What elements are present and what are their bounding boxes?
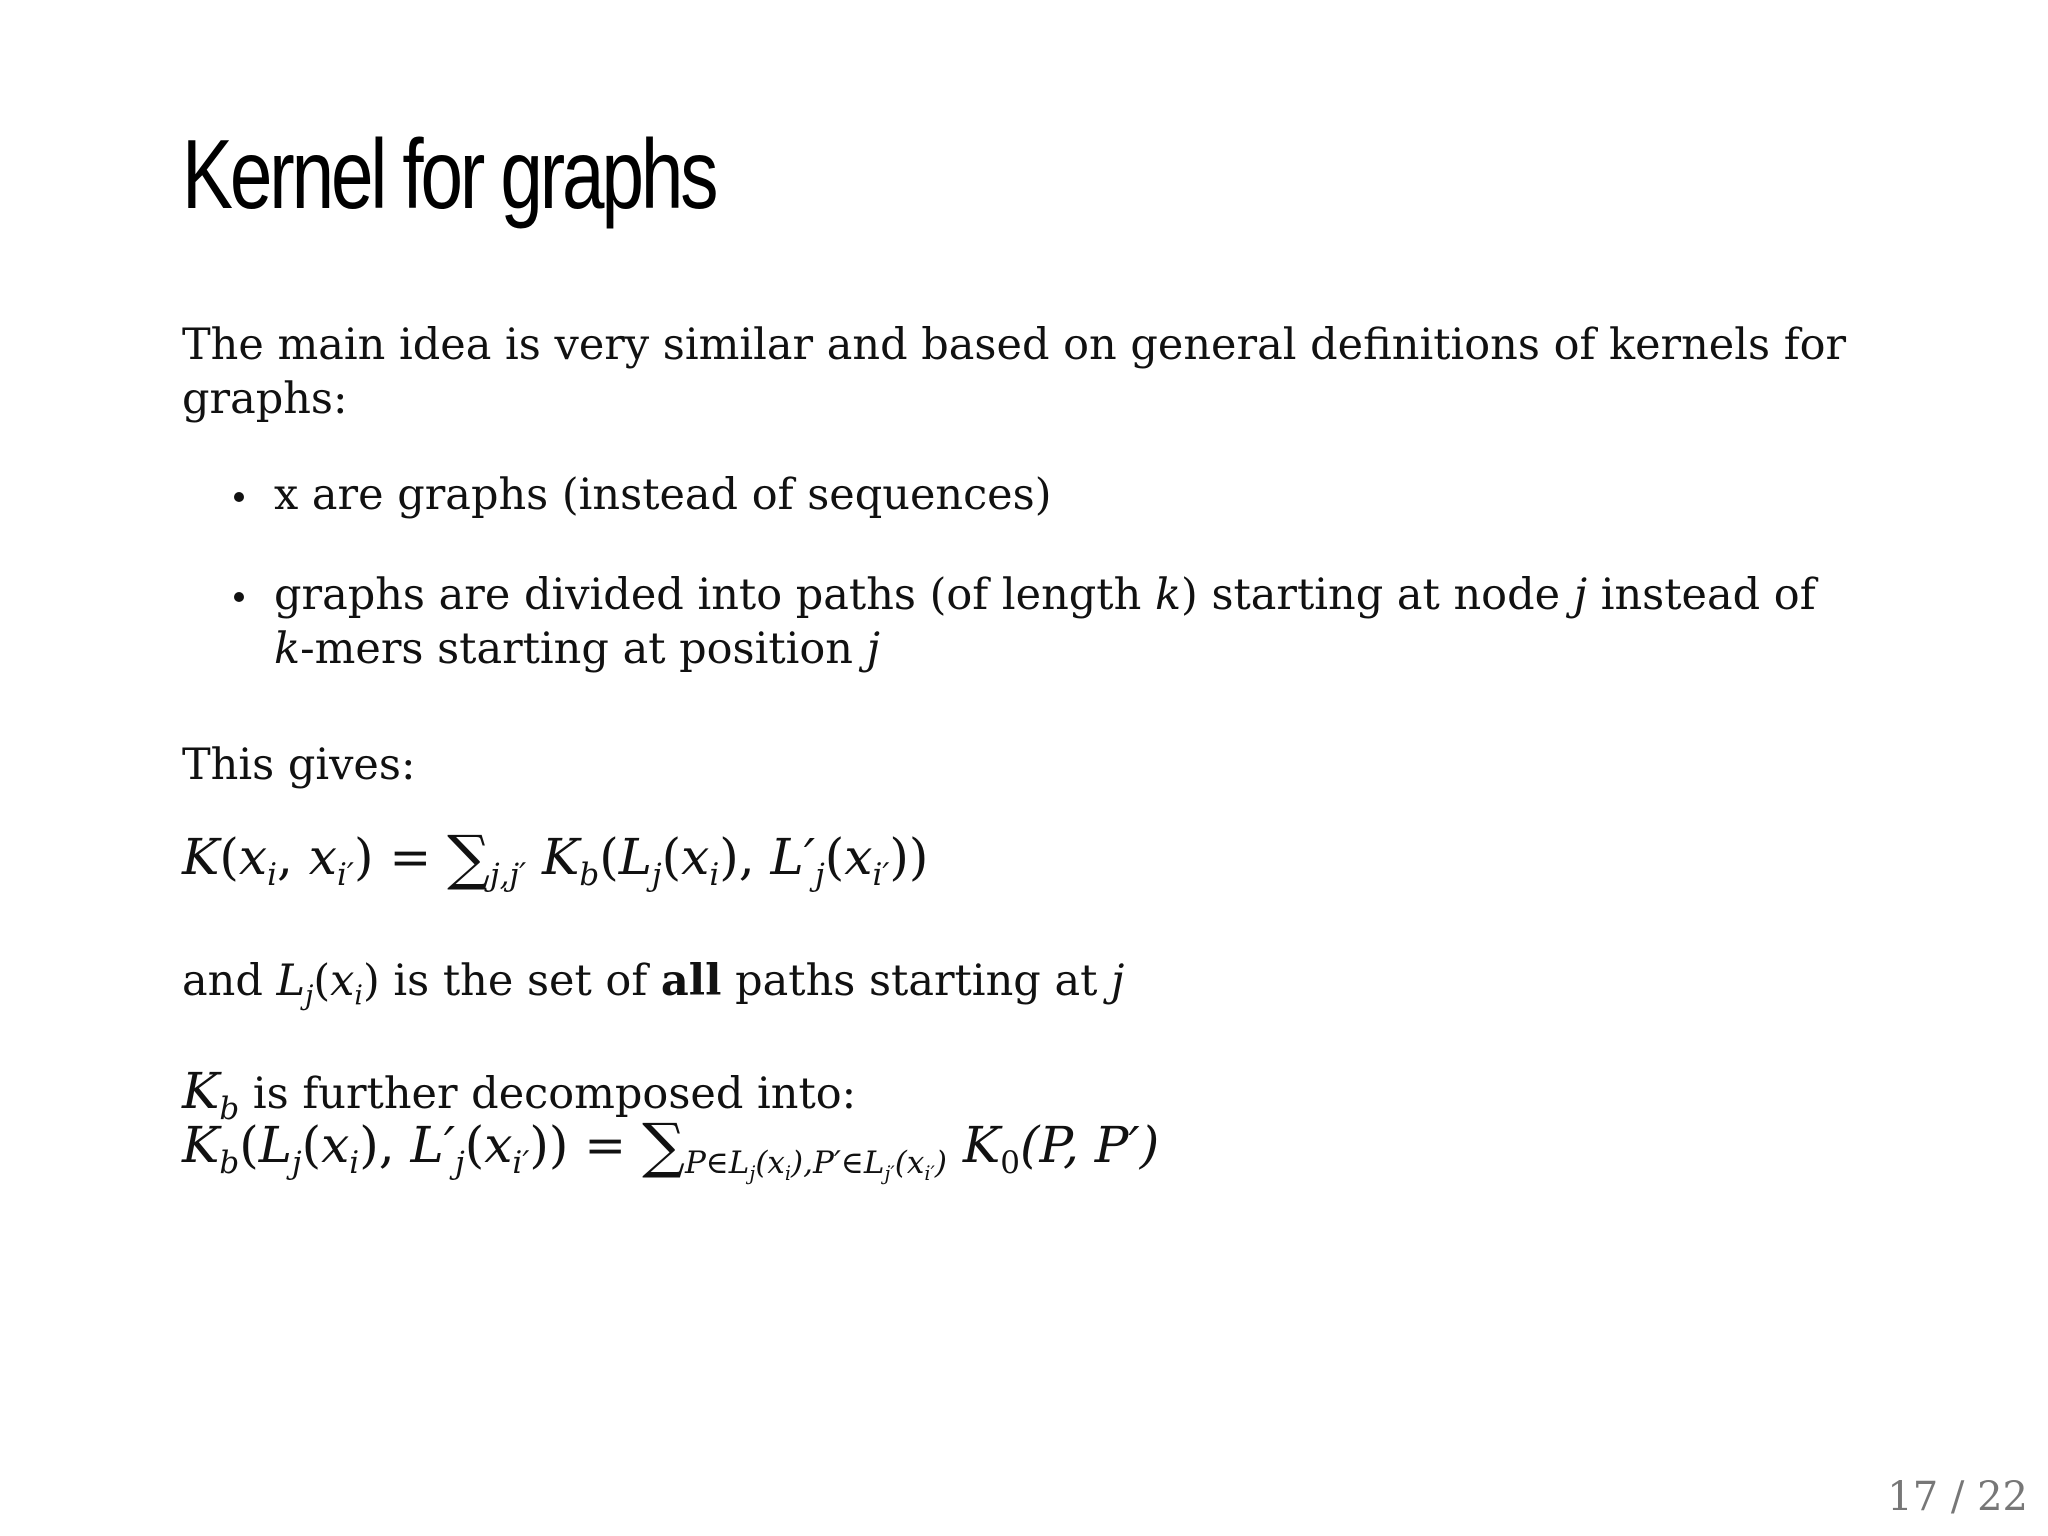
bullet-text: -mers starting at position xyxy=(300,624,867,674)
kb-decomposition-paragraph: $K_b$ is further decomposed into: xyxy=(182,1062,857,1127)
math-j: j xyxy=(866,624,881,674)
sum-symbol: ∑ xyxy=(447,823,491,893)
bullet-item-paths xyxy=(274,568,1834,676)
bullet-text: instead of xyxy=(1587,570,1816,620)
bullet-text: graphs are divided into paths (of length xyxy=(274,570,1155,620)
equation-kb-sum: $K_b(L_j(x_i)$, $L'_j(x_{i'})) = \sum_{P\in L_j(x_i),P'\in L_{j'}(x_{i'})}$ $K_0(P$, P′) xyxy=(182,1111,1160,1186)
math-k: k xyxy=(274,624,301,674)
bullet-item-graphs xyxy=(274,468,1834,522)
math-k: k xyxy=(1154,570,1181,620)
page-number: 17 / 22 xyxy=(1887,1474,2028,1520)
bold-all: all xyxy=(660,956,722,1006)
gives-paragraph: This gives: xyxy=(182,740,416,790)
bullet-text: ) starting at node xyxy=(1181,570,1574,620)
equation-kernel-sum: $K(x_i$, $x_{i'}) = \sum_{j,j'}$ $K_b(L_j(x_i)$, $L'_j(x_{i'})$) xyxy=(182,823,929,893)
slide-title: Kernel for graphs xyxy=(182,119,716,229)
intro-paragraph: The main idea is very similar and based on general definitions of kernels for graphs: xyxy=(182,320,1847,424)
sum-symbol: ∑ xyxy=(642,1111,685,1181)
bullet-list xyxy=(182,468,1882,722)
all-paths-paragraph: and $L_j(x_i)$ is the set of all paths starting at j xyxy=(182,956,1125,1012)
math-j: j xyxy=(1573,570,1588,620)
bullet-text: x are graphs (instead of sequences) xyxy=(274,470,1052,520)
